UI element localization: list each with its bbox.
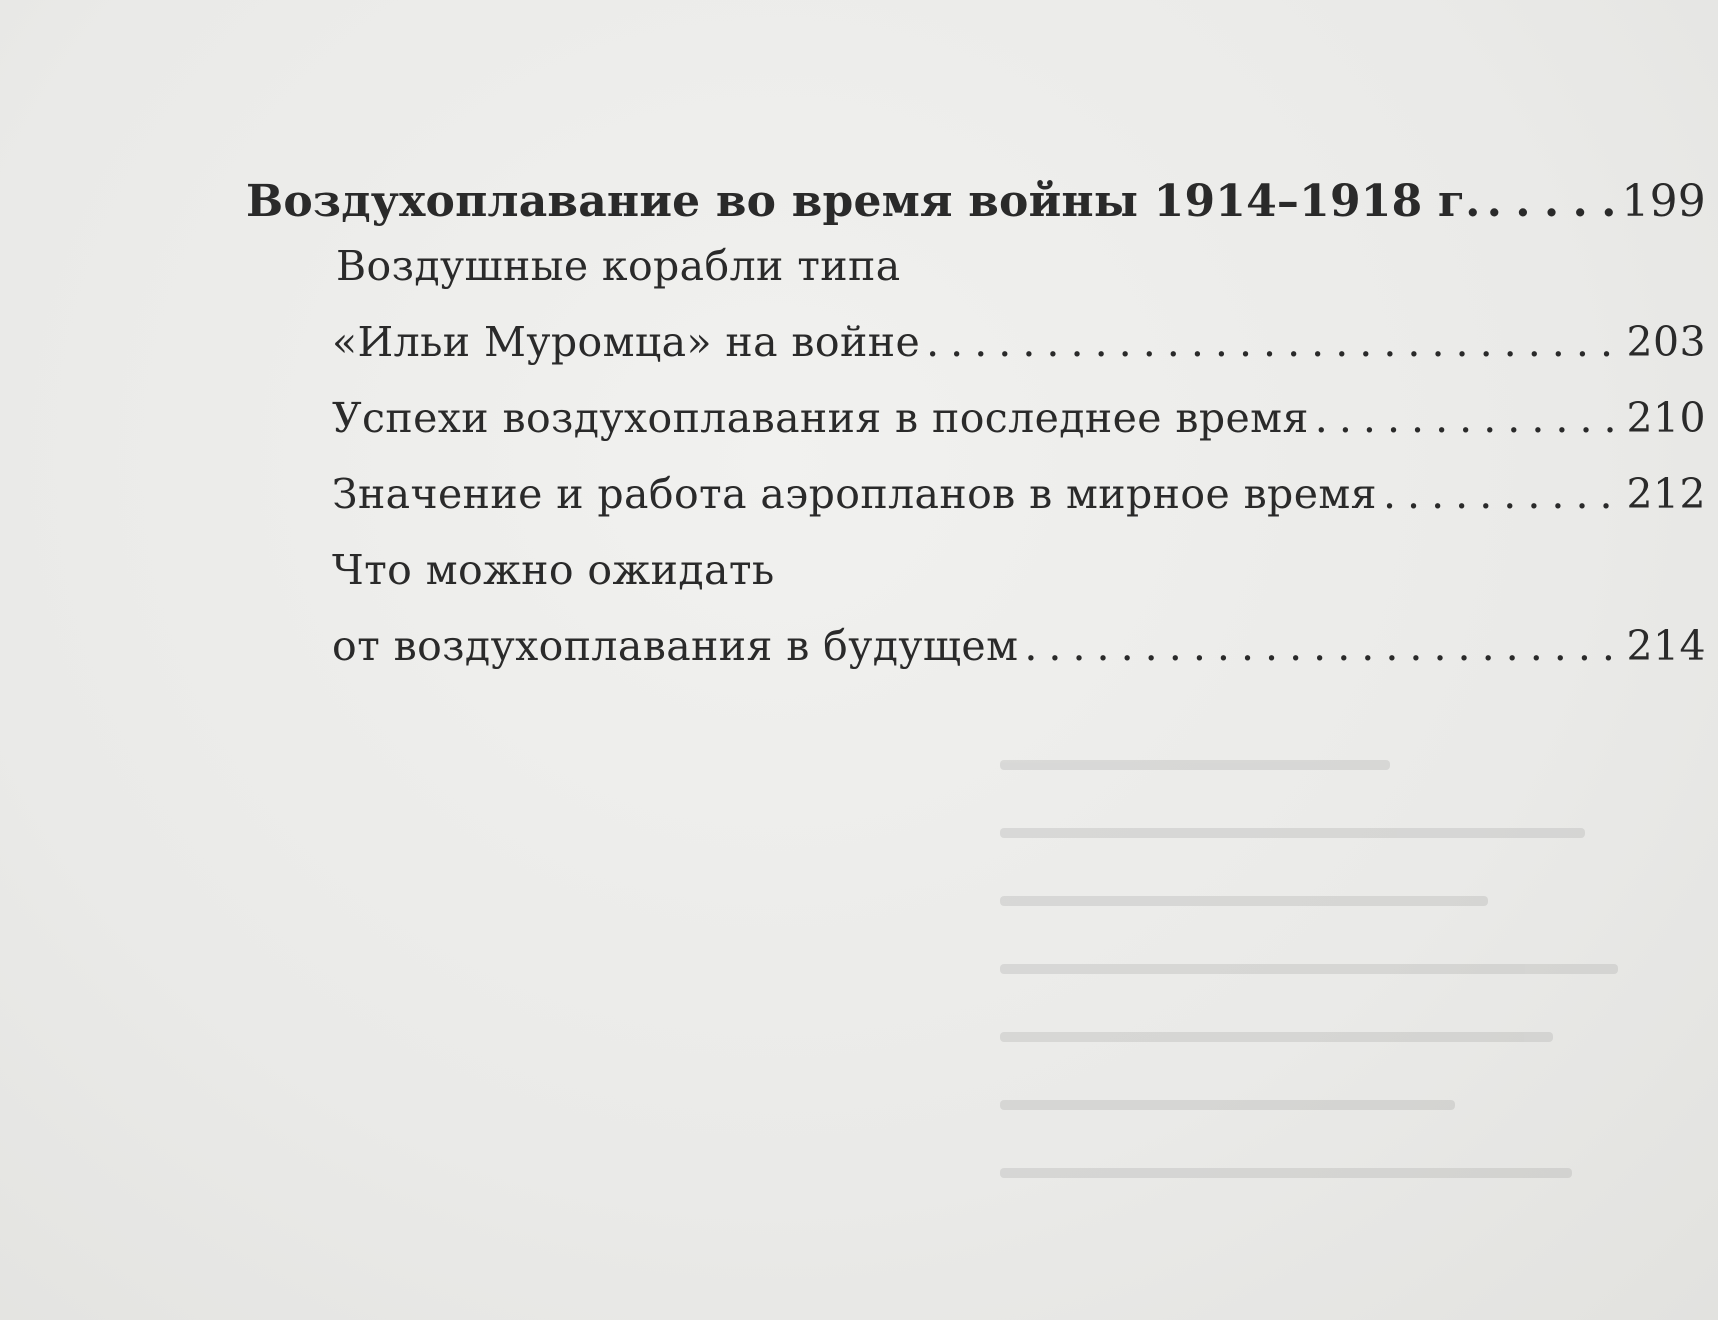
toc-entry-title: Успехи воздухоплавания в последнее время <box>332 394 1309 442</box>
toc-entry-title: «Ильи Муромца» на войне <box>332 318 921 366</box>
toc-entry-page: 214 <box>1626 622 1706 670</box>
toc-entry-future-aeronautics <box>332 622 1706 670</box>
toc-entry-title-line1: Что можно ожидать <box>332 546 775 594</box>
dot-leader <box>1024 622 1622 670</box>
toc-entry-ilya-muromets <box>332 318 1706 366</box>
toc-entry-title: Значение и работа аэропланов в мирное время <box>332 470 1377 518</box>
dot-leader <box>1315 394 1623 442</box>
toc-entry-page: 212 <box>1626 470 1706 518</box>
toc-entry-title: Воздухоплавание во время войны 1914–1918 г. <box>246 176 1481 227</box>
toc-entry-peacetime-aeroplanes <box>332 470 1706 518</box>
toc-entry-title: от воздухоплавания в будущем <box>332 622 1019 670</box>
toc-entry-page: 199 <box>1621 176 1706 227</box>
toc-entry-recent-successes <box>332 394 1706 442</box>
toc-entry-wartime-aeronautics <box>246 176 1706 227</box>
toc-entry-title-line1: Воздушные корабли типа <box>336 242 901 290</box>
toc-entry-page: 210 <box>1626 394 1706 442</box>
dot-leader <box>1487 176 1618 227</box>
dot-leader <box>1383 470 1623 518</box>
toc-entry-page: 203 <box>1626 318 1706 366</box>
dot-leader <box>926 318 1622 366</box>
